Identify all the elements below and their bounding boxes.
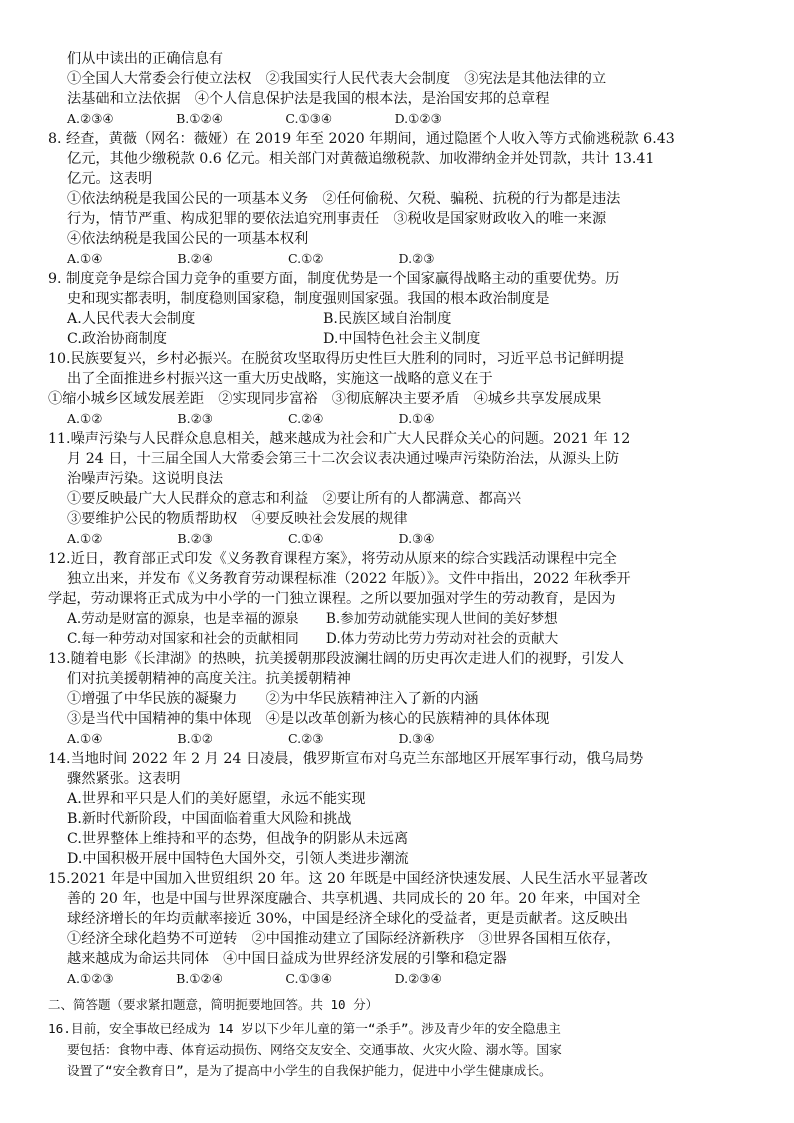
question-7-options: A.②③④ B.①②④ C.①③④ D.①②③ <box>67 111 442 126</box>
question-8-line-1: 8. 经查，黄薇（网名：薇娅）在 2019 年至 2020 年期间，通过隐匿个人收入等方式偷逃税款 6.43 <box>48 131 675 147</box>
question-15-line-2: 善的 20 年，也是中国与世界深度融合、共享机遇、共同成长的 20 年。20 年来，中国对全 <box>67 891 641 907</box>
question-12-line-2: 独立出来，并发布《义务教育劳动课程标准（2022 年版）》。文件中指出，2022 年秋季开 <box>67 571 631 587</box>
question-15-options: A.①②③ B.①②④ C.①③④ D.②③④ <box>67 971 442 986</box>
question-11-line-3: 治噪声污染。这说明良法 <box>67 471 224 487</box>
question-14-option-a: A.世界和平只是人们的美好愿望，永远不能实现 <box>67 791 366 807</box>
question-7-line-2: ①全国人大常委会行使立法权 ②我国实行人民代表大会制度 ③宪法是其他法律的立 <box>67 71 607 87</box>
question-8-options: A.①④ B.②④ C.①② D.②③ <box>67 251 435 266</box>
question-13-line-1: 13.随着电影《长津湖》的热映，抗美援朝那段波澜壮阔的历史再次走进人们的视野，引发人 <box>48 651 624 667</box>
question-7-line-3: 法基础和立法依据 ④个人信息保护法是我国的根本法，是治国安邦的总章程 <box>67 91 550 107</box>
question-8-line-3: 亿元。这表明 <box>67 171 153 187</box>
question-11-line-4: ①要反映最广大人民群众的意志和利益 ②要让所有的人都满意、都高兴 <box>67 491 522 507</box>
question-14-option-c: C.世界整体上维持和平的态势，但战争的阴影从未远离 <box>67 831 409 847</box>
question-9-options-cd: C.政治协商制度 D.中国特色社会主义制度 <box>67 331 481 347</box>
question-8-line-4: ①依法纳税是我国公民的一项基本义务 ②任何偷税、欠税、骗税、抗税的行为都是违法 <box>67 191 621 207</box>
question-12-options-cd: C.每一种劳动对国家和社会的贡献相同 D.体力劳动比劳力劳动对社会的贡献大 <box>67 631 559 647</box>
question-11-line-1: 11.噪声污染与人民群众息息相关，越来越成为社会和广大人民群众关心的问题。2021 年 12 <box>48 431 631 447</box>
question-10-line-3: ①缩小城乡区域发展差距 ②实现同步富裕 ③彻底解决主要矛盾 ④城乡共享发展成果 <box>48 391 602 407</box>
question-15-line-1: 15.2021 年是中国加入世贸组织 20 年。这 20 年既是中国经济快速发展、人民生活水平显著改 <box>48 871 648 887</box>
question-8-line-2: 亿元，其他少缴税款 0.6 亿元。相关部门对黄薇追缴税款、加收滞纳金并处罚款，共计 13.41 <box>67 151 655 167</box>
question-14-option-d: D.中国积极开展中国特色大国外交，引领人类进步潮流 <box>67 851 409 867</box>
question-14-option-b: B.新时代新阶段，中国面临着重大风险和挑战 <box>67 811 352 827</box>
question-8-line-6: ④依法纳税是我国公民的一项基本权利 <box>67 231 309 247</box>
question-7-line-1: 们从中读出的正确信息有 <box>67 51 224 67</box>
question-13-line-3: ①增强了中华民族的凝聚力 ②为中华民族精神注入了新的内涵 <box>67 691 479 707</box>
question-15-line-5: 越来越成为命运共同体 ④中国日益成为世界经济发展的引擎和稳定器 <box>67 951 507 967</box>
question-16-line-2: 要包括：食物中毒、体育运动损伤、网络交友安全、交通事故、火灾火险、溺水等。国家 <box>67 1042 562 1057</box>
question-12-options-ab: A.劳动是财富的源泉，也是幸福的源泉 B.参加劳动就能实现人世间的美好梦想 <box>67 611 558 627</box>
question-9-line-2: 史和现实都表明，制度稳则国家稳，制度强则国家强。我国的根本政治制度是 <box>67 291 550 307</box>
question-14-line-1: 14.当地时间 2022 年 2 月 24 日凌晨，俄罗斯宣布对乌克兰东部地区开展军事行动，俄乌局势 <box>48 751 644 767</box>
question-13-line-4: ③是当代中国精神的集中体现 ④是以改革创新为核心的民族精神的具体体现 <box>67 711 550 727</box>
question-10-options: A.①② B.②③ C.②④ D.①④ <box>67 411 435 426</box>
question-9-line-1: 9. 制度竞争是综合国力竞争的重要方面，制度优势是一个国家赢得战略主动的重要优势。历 <box>48 271 620 287</box>
question-10-line-1: 10.民族要复兴，乡村必振兴。在脱贫攻坚取得历史性巨大胜利的同时，习近平总书记鲜明提 <box>48 351 624 367</box>
question-10-line-2: 出了全面推进乡村振兴这一重大历史战略，实施这一战略的意义在于 <box>67 371 493 387</box>
section-2-title: 二、简答题（要求紧扣题意，简明扼要地回答。共 10 分） <box>48 997 379 1012</box>
question-15-line-3: 球经济增长的年均贡献率接近 30%，中国是经济全球化的受益者，更是贡献者。这反映出 <box>67 911 628 927</box>
question-12-line-3: 学起，劳动课将正式成为中小学的一门独立课程。之所以要加强对学生的劳动教育，是因为 <box>48 591 616 607</box>
question-16-line-1: 16.目前，安全事故已经成为 14 岁以下少年儿童的第一“杀手”。涉及青少年的安全隐患主 <box>48 1021 561 1036</box>
question-13-options: A.①④ B.①② C.②③ D.③④ <box>67 731 435 746</box>
question-15-line-4: ①经济全球化趋势不可逆转 ②中国推动建立了国际经济新秩序 ③世界各国相互依存， <box>67 931 621 947</box>
question-8-line-5: 行为，情节严重、构成犯罪的要依法追究刑事责任 ③税收是国家财政收入的唯一来源 <box>67 211 607 227</box>
question-9-options-ab: A.人民代表大会制度 B.民族区域自治制度 <box>67 311 452 327</box>
question-12-line-1: 12.近日，教育部正式印发《义务教育课程方案》，将劳动从原来的综合实践活动课程中完全 <box>48 551 617 567</box>
question-14-line-2: 骤然紧张。这表明 <box>67 771 181 787</box>
question-11-line-5: ③要维护公民的物质帮助权 ④要反映社会发展的规律 <box>67 511 408 527</box>
question-11-line-2: 月 24 日，十三届全国人大常委会第三十二次会议表决通过噪声污染防治法，从源头上防 <box>67 451 620 467</box>
question-16-line-3: 设置了“安全教育日”，是为了提高中小学生的自我保护能力，促进中小学生健康成长。 <box>67 1063 552 1078</box>
question-13-line-2: 们对抗美援朝精神的高度关注。抗美援朝精神 <box>67 671 351 687</box>
question-11-options: A.①② B.②③ C.①④ D.③④ <box>67 531 435 546</box>
